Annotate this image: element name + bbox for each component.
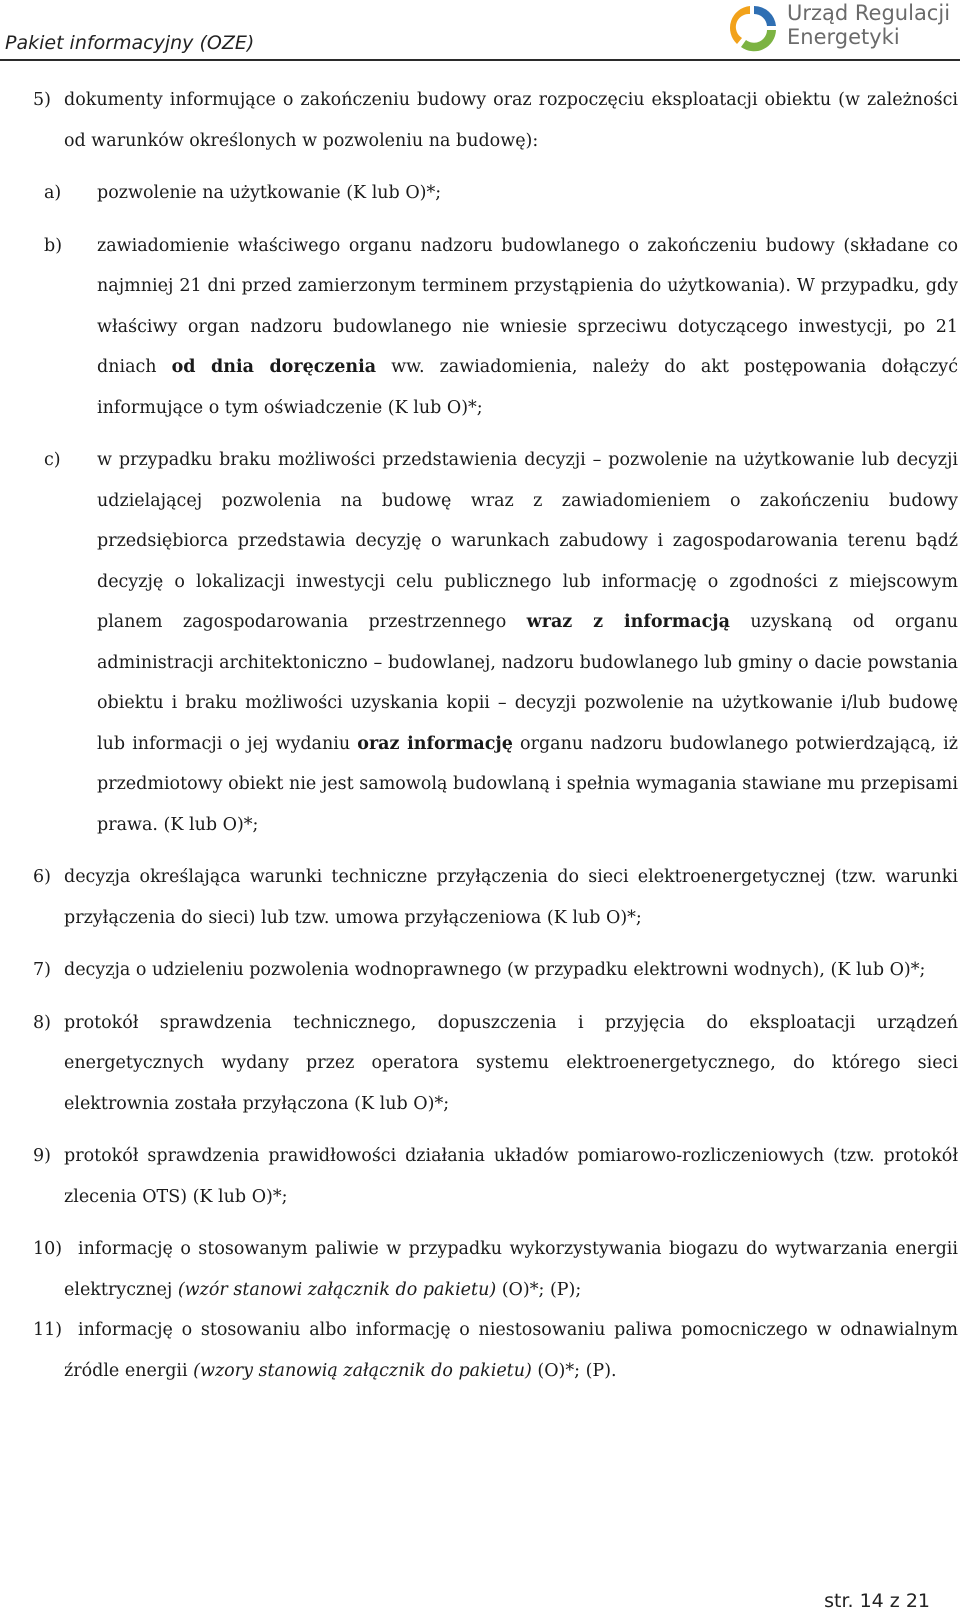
list-item-11	[33, 1310, 958, 1391]
header-rule	[0, 59, 960, 61]
list-item-5	[33, 80, 958, 161]
page-header	[0, 0, 960, 62]
list-item-7	[33, 950, 958, 991]
logo-text	[787, 1, 950, 49]
ure-swirl-logo-icon	[727, 2, 781, 54]
item-text: dokumenty informujące o zakończeniu budowy oraz rozpoczęciu eksploatacji obiektu (w zależności od warunków określonych w pozwoleniu na budowę):	[64, 90, 958, 151]
list-item-10	[33, 1229, 958, 1310]
logo-line-2: Energetyki	[787, 25, 900, 49]
sub-item-text: pozwolenie na użytkowanie (K lub O)*;	[97, 183, 442, 203]
list-item-8	[33, 1003, 958, 1125]
item-text: protokół sprawdzenia prawidłowości działania układów pomiarowo-rozliczeniowych (tzw. protokół zlecenia OTS) (K lub O)*;	[64, 1146, 958, 1207]
sub-item-b	[44, 226, 958, 429]
sub-item-bold: wraz z informacją	[526, 612, 730, 632]
item-italic: (wzór stanowi załącznik do pakietu)	[177, 1279, 497, 1300]
sub-item-text-end: organu nadzoru budowlanego potwierdzającą, iż przedmiotowy obiekt nie jest samowolą budowlaną i spełnia wymagania stawiane mu przepisami prawa. (K lub O)*;	[97, 733, 958, 835]
logo-line-1: Urząd Regulacji	[787, 1, 951, 25]
sub-item-text: zawiadomienie właściwego organu nadzoru budowlanego o zakończeniu budowy (składane co najmniej 21 dni przed zamierzonym terminem przystąpienia do użytkowania). W przypadku, gdy właściwy organ nadzoru budowlanego nie wniesie sprzeciwu dotyczącego inwestycji, po 21 dniach	[97, 235, 958, 377]
item-number: 7)	[33, 960, 51, 980]
sub-item-text-cont: ww. zawiadomienia, należy do akt postępowania dołączyć informujące o tym oświadczenie (K lub O)*;	[97, 357, 958, 418]
header-title: Pakiet informacyjny (OZE)	[5, 32, 255, 54]
sub-item-bold: od dnia doręczenia	[171, 357, 377, 377]
item-text-end: (O)*; (P).	[531, 1360, 617, 1381]
item-number: 10)	[33, 1239, 63, 1259]
item-number: 8)	[33, 1012, 51, 1033]
item-number: 11)	[33, 1320, 63, 1340]
sub-item-text-cont: uzyskaną od organu administracji architektoniczno – budowlanej, nadzoru budowlanego lub gminy o dacie powstania obiektu i braku możliwości uzyskania kopii – decyzji pozwolenie na użytkowanie i/lub budowę lub informacji o jej wydaniu	[97, 612, 958, 754]
item-text: protokół sprawdzenia technicznego, dopuszczenia i przyjęcia do eksploatacji urządzeń energetycznych wydany przez operatora systemu elektroenergetycznego, do którego sieci elektrownia została przyłączona (K lub O)*;	[64, 1012, 958, 1114]
item-text: decyzja o udzieleniu pozwolenia wodnoprawnego (w przypadku elektrowni wodnych), (K lub O)*;	[64, 960, 926, 980]
item-italic: (wzory stanowią załącznik do pakietu)	[193, 1360, 532, 1381]
item-text: informację o stosowaniu albo informację o niestosowaniu paliwa pomocniczego w odnawialnym źródle energii	[64, 1320, 958, 1381]
sub-item-text: w przypadku braku możliwości przedstawienia decyzji – pozwolenie na użytkowanie lub decyzji udzielającej pozwolenia na budowę wraz z zawiadomieniem o zakończeniu budowy przedsiębiorca przedstawia decyzję o warunkach zabudowy i zagospodarowania terenu bądź decyzję o lokalizacji inwestycji celu publicznego lub informację o zgodności z miejscowym planem zagospodarowania przestrzennego	[97, 450, 958, 632]
item-text: decyzja określająca warunki techniczne przyłączenia do sieci elektroenergetycznej (tzw. warunki przyłączenia do sieci) lub tzw. umowa przyłączeniowa (K lub O)*;	[64, 867, 958, 928]
item-number: 6)	[33, 867, 51, 887]
item-number: 5)	[33, 90, 51, 110]
item-number: 9)	[33, 1146, 51, 1166]
item-text: informację o stosowanym paliwie w przypadku wykorzystywania biogazu do wytwarzania energii elektrycznej	[64, 1239, 958, 1300]
item-text-end: (O)*; (P);	[496, 1279, 582, 1300]
sub-item-a	[44, 173, 958, 214]
sub-item-letter: a)	[44, 183, 62, 203]
document-body	[33, 80, 958, 1391]
sub-item-c	[44, 440, 958, 845]
list-item-9	[33, 1136, 958, 1217]
sub-item-letter: b)	[44, 235, 63, 256]
ure-logo	[727, 0, 960, 56]
sub-item-bold-2: oraz informację	[357, 733, 513, 754]
list-item-6	[33, 857, 958, 938]
page-number: str. 14 z 21	[824, 1590, 930, 1612]
sub-item-letter: c)	[44, 450, 61, 470]
